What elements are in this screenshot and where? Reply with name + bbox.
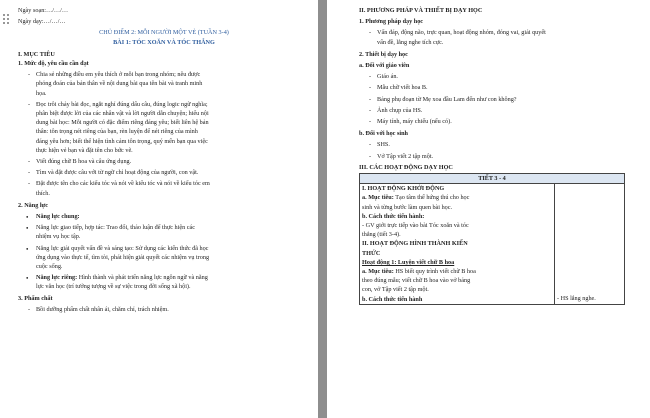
table-cell-students [555,184,625,305]
capacity-special-label: Năng lực riêng: [36,274,78,282]
activity-knowledge-title-cont: THỨC [362,249,381,257]
activity-1-goal-cont: con, vở Tập viết 2 tập một. [362,286,429,294]
activity-1-goal-cont: theo đúng mẫu; viết chữ B hoa vào vở bảng [362,277,471,285]
warmup-step: - GV giới trực tiếp vào bài Tóc xoăn và tóc [362,222,469,230]
objective-item-cont: đáng yêu hơn; biết thể hiện tình cảm tôn trọng, quý mến bạn qua việc [36,137,208,145]
capacity-general-heading: ● Năng lực chung: [18,212,310,221]
objective-item-cont: thực hiện vẻ bạn và đặt tên cho bức vẽ. [36,146,133,154]
document-page-left [0,0,318,418]
teacher-item: - Ảnh chụp của HS. [359,106,644,115]
goal-label: a. Mục tiêu: [362,194,394,202]
capacity-special-cont: lực văn học (trí tưởng tượng về sự việc trong đời sống xã hội). [36,283,191,291]
subsection-capacity: 2. Năng lực [18,201,49,209]
capacity-item: ● Năng lực giao tiếp, hợp tác: Trao đổi, thảo luận để thực hiện các [18,223,310,232]
table-header: TIẾT 3 - 4 [360,174,625,184]
activity-1-goal [362,267,552,276]
activity-1-method: b. Cách thức tiến hành [362,295,423,303]
warmup-goal [362,193,552,202]
table-row [360,184,625,305]
teacher-item: - Giáo án. [359,72,644,81]
capacity-item-cont: nhiệm vụ học tập. [36,233,81,241]
objective-item-cont: dung bài học: Mỗi người có đặc điểm riêng đáng yêu; biết liên hệ bản [36,119,209,127]
goal-text: HS biết quy trình viết chữ B hoa [393,268,476,276]
subsection-qualities: 3. Phẩm chất [18,294,53,302]
document-page-right [327,0,650,418]
goal-text: Tạo tâm thế hứng thú cho học [393,194,470,202]
method-item: - Vấn đáp, động não, trực quan, hoạt động nhóm, đóng vai, giải quyết [359,28,644,37]
equipment-student-heading: b. Đối với học sinh [359,130,408,138]
student-response: - HS lắng nghe. [557,295,596,303]
warmup-method: b. Cách thức tiến hành: [362,212,425,220]
student-item: - Vở Tập viết 2 tập một. [359,152,644,161]
subsection-teaching-methods: 1. Phương pháp dạy học [359,18,424,26]
section-activities: III. CÁC HOẠT ĐỘNG DẠY HỌC [359,163,453,171]
quality-item: - Bồi dưỡng phẩm chất nhân ái, chăm chỉ, trách nhiệm. [18,305,310,314]
objective-item: - Đọc trôi chảy bài đọc, ngắt nghỉ đúng dấu câu, đúng logic ngữ nghĩa; [18,100,310,109]
activities-table [359,173,625,305]
objective-item: - Chia sẻ những điều em yêu thích ở mỗi bạn trong nhóm; nêu được [18,70,310,79]
capacity-item: ● Năng lực giải quyết vấn đề và sáng tạo: Sử dụng các kiến thức đã học [18,244,310,253]
lesson-title: BÀI 1: TÓC XOĂN VÀ TÓC THẲNG [113,38,215,46]
objective-item-cont: phân biệt được lời của các nhân vật và lời người dẫn chuyện; hiểu nội [36,110,209,118]
objective-item: - Đặt được tên cho các kiểu tóc và nói về kiểu tóc và nói về kiểu tóc em [18,179,310,188]
table-row [360,174,625,184]
equipment-teacher-heading: a. Đối với giáo viên [359,62,410,70]
objective-item: - Viết đúng chữ B hoa và câu ứng dụng. [18,157,310,166]
capacity-special [18,273,310,282]
section-objectives: I. MỤC TIÊU [18,50,55,58]
objective-item-cont: họa. [36,89,47,97]
activity-knowledge-title: II. HOẠT ĐỘNG HÌNH THÀNH KIẾN [362,240,468,248]
teacher-item: - Máy tính, máy chiếu (nếu có). [359,117,644,126]
date-plan: Ngày soạn:…/…/… [18,7,69,14]
objective-item-cont: thích. [36,189,50,197]
subsection-requirements: 1. Mức độ, yêu cầu cần đạt [18,60,89,68]
theme-title: CHỦ ĐIỂM 2: MỖI NGƯỜI MỘT VẺ (TUẦN 3-4) [99,29,229,37]
drag-handle-icon[interactable] [3,14,11,24]
teacher-item: - Mẫu chữ viết hoa B. [359,83,644,92]
warmup-step-cont: thẳng (tiết 3-4). [362,231,401,239]
warmup-goal-cont: sinh và từng bước làm quen bài học. [362,203,453,211]
objective-item-cont: phỏng đoán của bản thân về nội dung bài qua tên bài và tranh minh [36,80,203,88]
capacity-item-cont: ứng dụng vào thực tế, tìm tòi, phát hiện giải quyết các nhiệm vụ trong [36,253,210,261]
subsection-equipment: 2. Thiết bị dạy học [359,50,408,58]
activity-1-title: Hoạt động 1: Luyện viết chữ B hoa [362,258,455,266]
student-item: - SHS. [359,140,644,149]
method-item-cont: vấn đề, lắng nghe tích cực. [377,38,444,46]
capacity-item-cont: cuộc sống. [36,263,63,271]
activity-warmup-title: I. HOẠT ĐỘNG KHỞI ĐỘNG [362,185,445,193]
goal-label: a. Mục tiêu: [362,268,394,276]
date-teach: Ngày dạy:…/…/… [18,18,66,26]
section-methods: II. PHƯƠNG PHÁP VÀ THIẾT BỊ DẠY HỌC [359,7,483,14]
teacher-item: - Bảng phụ đoạn từ Mẹ xoa đầu Lam đến như con không? [359,95,644,104]
objective-item-cont: thân: tôn trọng nét riêng của bạn, rèn luyện để nét riêng của mình [36,128,198,136]
objective-item: - Tìm và đặt được câu với từ ngữ chỉ hoạt động của người, con vật. [18,168,310,177]
table-cell-activities [360,184,555,305]
capacity-special-text: Hình thành và phát triển năng lực ngôn ngữ và năng [77,274,208,282]
